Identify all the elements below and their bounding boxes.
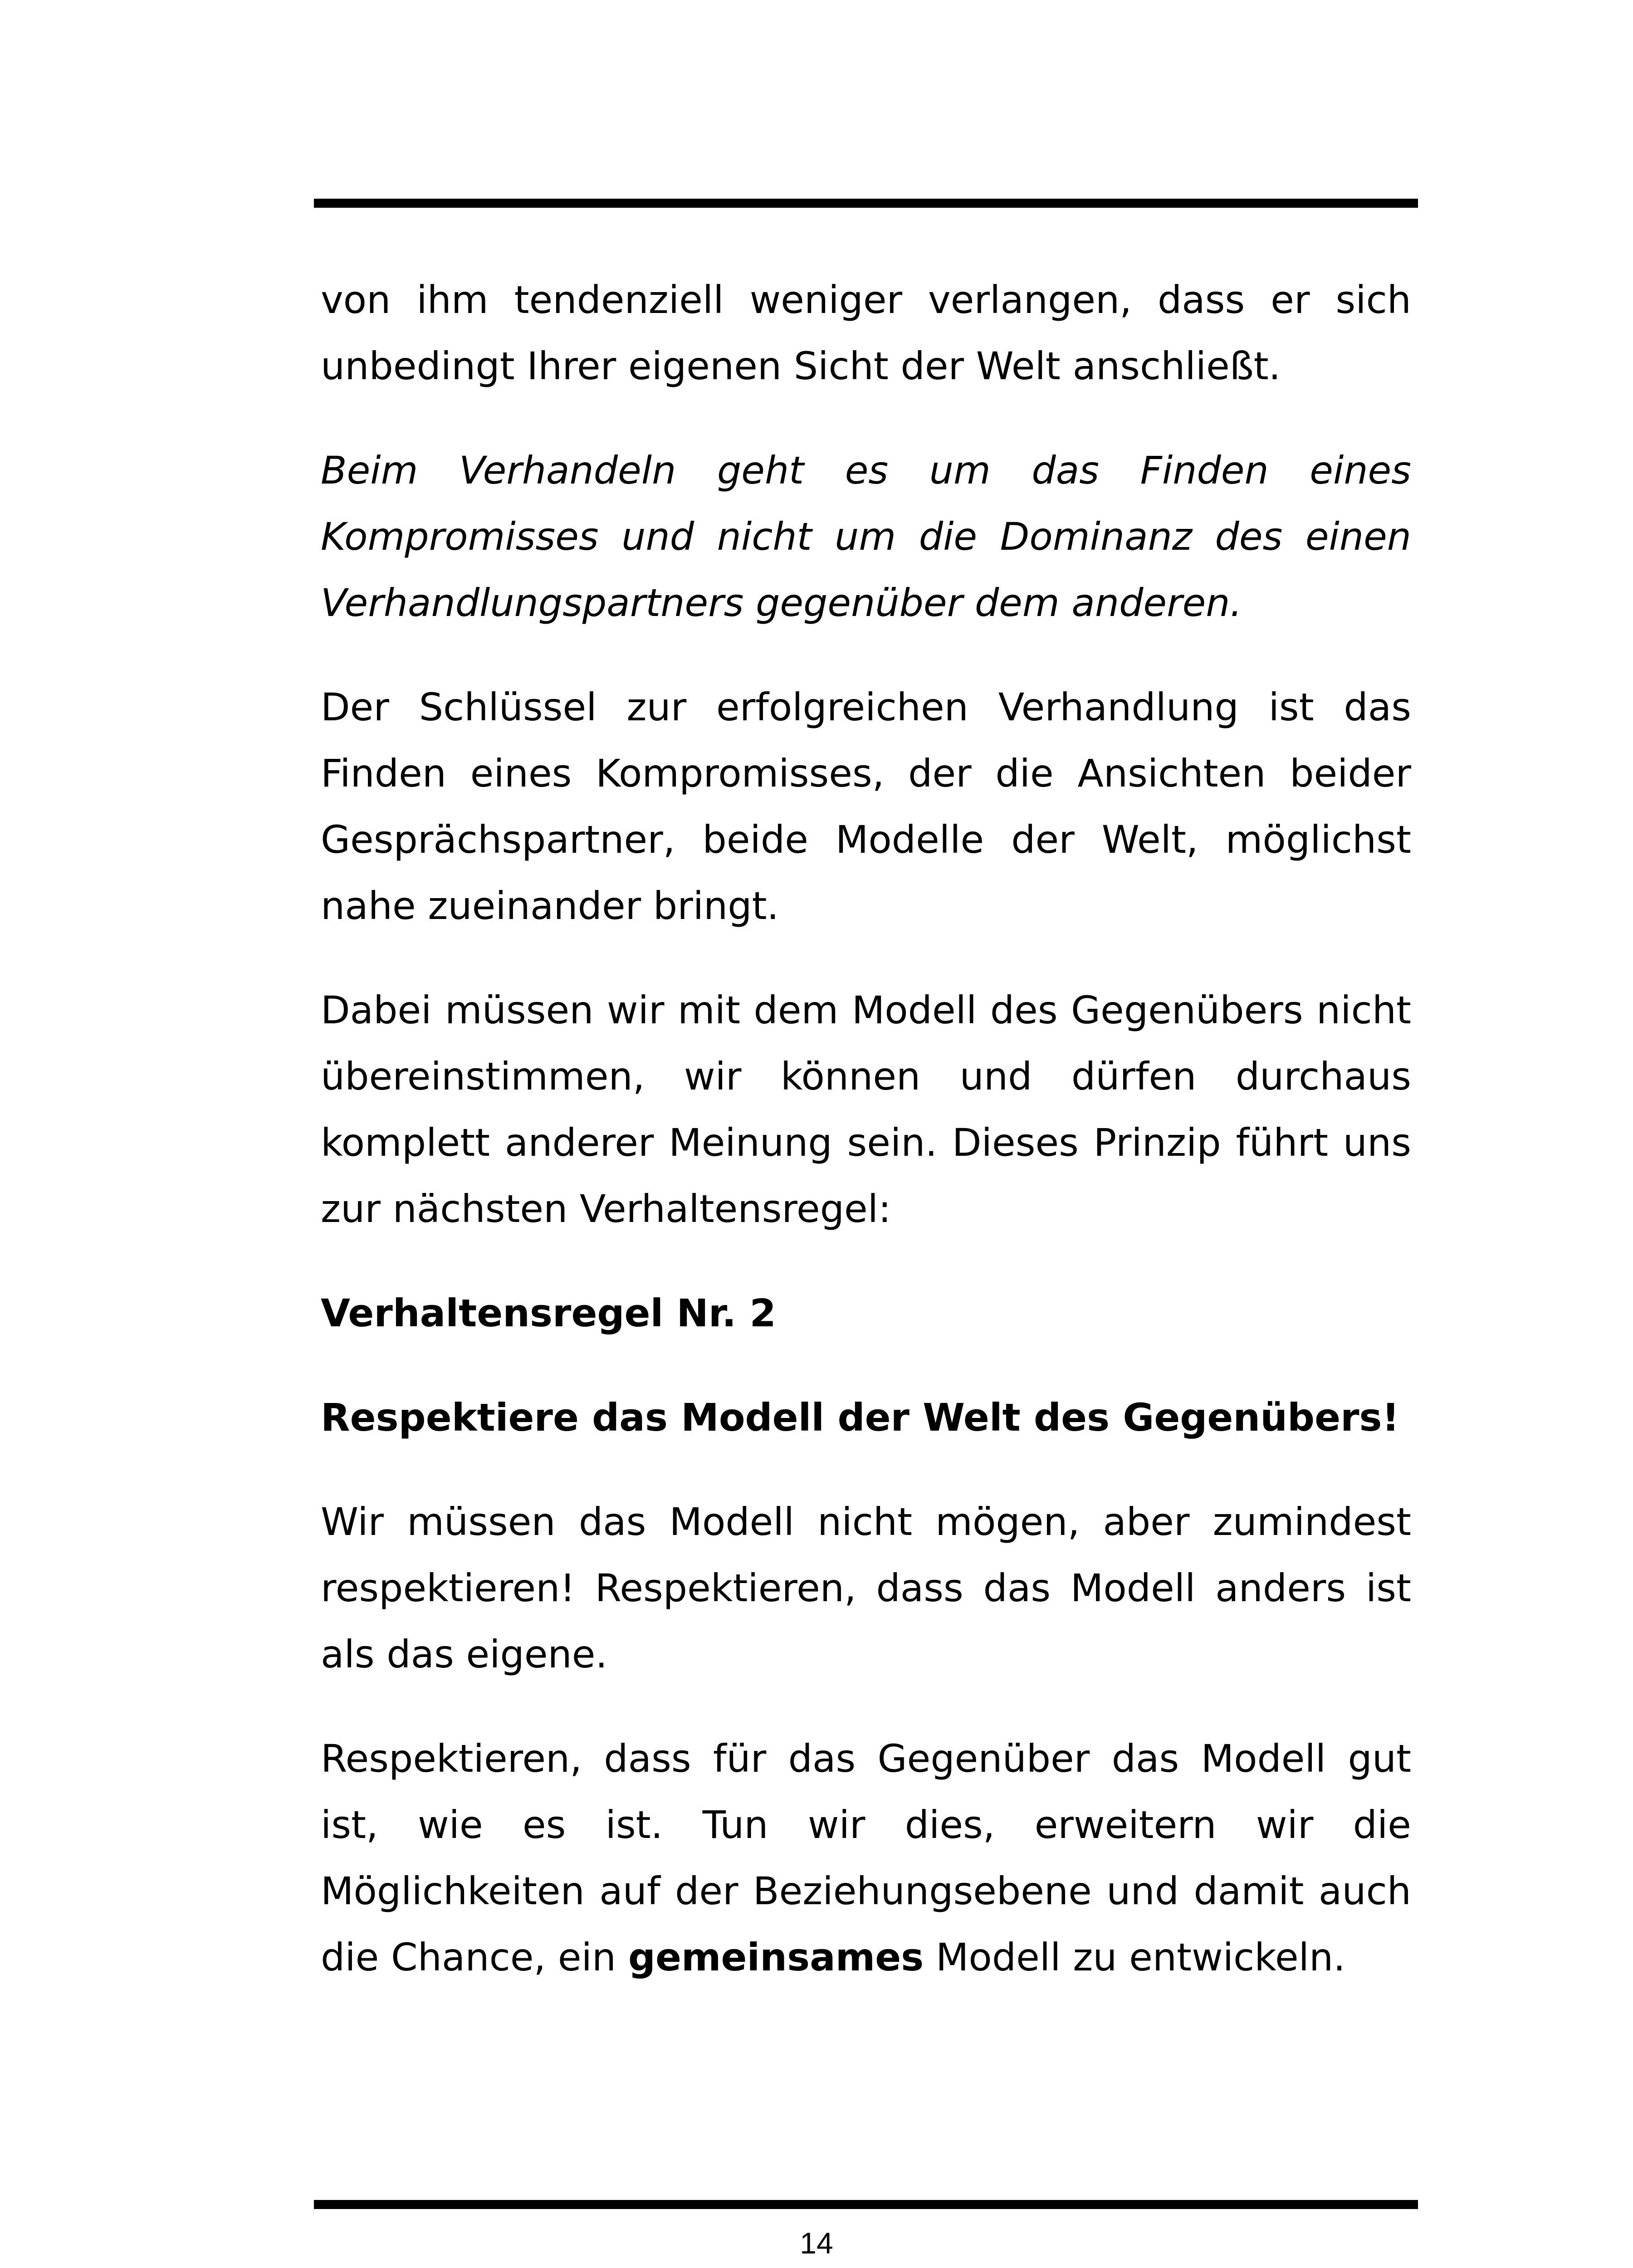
- italic-paragraph: Beim Verhandeln geht es um das Finden eines Kompromisses und nicht um die Dominanz des einen Verhandlungspartners gegenüber dem anderen.: [321, 448, 1411, 625]
- rule-statement: Respektiere das Modell der Welt des Gegenübers!: [321, 1395, 1399, 1440]
- paragraph-principle: Dabei müssen wir mit dem Modell des Gegenübers nicht übereinstimmen, wir können und dürfen durchaus komplett anderer Meinung sein. Dieses Prinzip führt uns zur nächsten Verhaltensregel:: [321, 988, 1411, 1231]
- rule-heading: Verhaltensregel Nr. 2: [321, 1291, 776, 1335]
- bottom-rule: [314, 2200, 1418, 2209]
- paragraph-continuation: von ihm tendenziell weniger verlangen, dass er sich unbedingt Ihrer eigenen Sicht der Welt anschließt.: [321, 278, 1411, 388]
- paragraph-respect: Wir müssen das Modell nicht mögen, aber zumindest respektieren! Respektieren, dass das Modell anders ist als das eigene.: [321, 1500, 1411, 1677]
- paragraph-common-model: [321, 1725, 1411, 1990]
- page-number: 14: [800, 2226, 833, 2260]
- paragraph-key-to-negotiation: Der Schlüssel zur erfolgreichen Verhandlung ist das Finden eines Kompromisses, der die Ansichten beider Gesprächspartner, beide Modelle der Welt, möglichst nahe zueinander bringt.: [321, 685, 1411, 928]
- paragraph-text-before: Respektieren, dass für das Gegenüber das Modell gut ist, wie es ist. Tun wir dies, erweitern wir die Möglichkeiten auf der Beziehungsebene und damit auch die Chance, ein: [321, 1736, 1411, 1980]
- top-rule: [314, 199, 1418, 208]
- page-body: [321, 267, 1411, 2028]
- emphasized-word: gemeinsames: [628, 1935, 924, 1980]
- paragraph-text-after: Modell zu entwickeln.: [924, 1935, 1345, 1980]
